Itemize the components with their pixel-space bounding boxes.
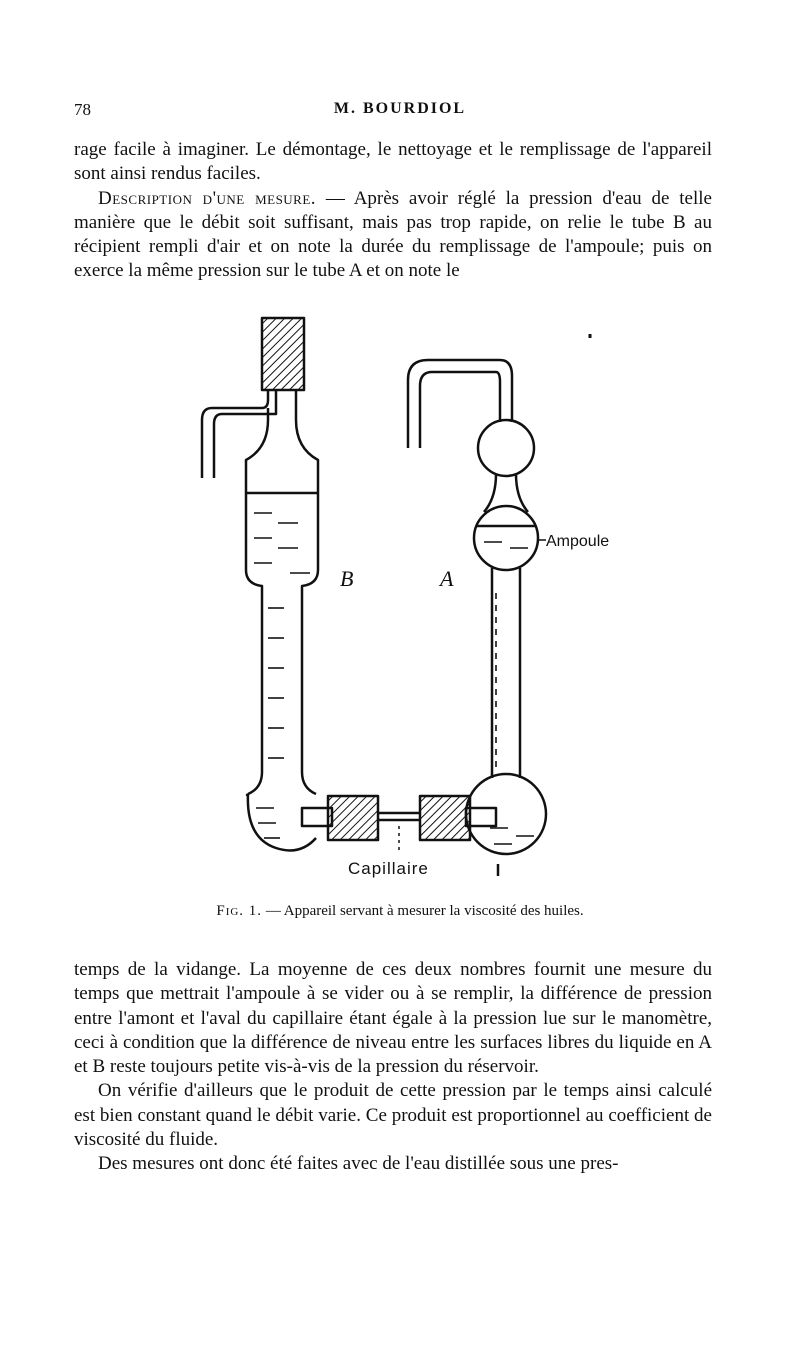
stopper-right [420,796,470,840]
ampoule-bulb [474,506,538,570]
upper-bulb-a [478,420,534,476]
figure-number: Fig. 1. [216,903,263,919]
paragraph: rage facile à imaginer. Le démontage, le nettoyage et le remplissage de l'appareil sont ainsi rendus faciles. [74,139,712,185]
neck-a-left [484,474,496,512]
stopper-b [262,318,304,390]
label-a: A [440,566,454,591]
page-number: 78 [74,100,91,119]
label-capillaire: Capillaire [348,859,429,878]
neck-a-right [516,474,528,512]
running-head: M. BOURDIOL [333,100,467,117]
side-tube-b-outer [202,390,268,478]
bottom-bulb-a [466,774,546,854]
paragraph [74,187,712,284]
caption-text: — Appareil servant à mesurer la viscosité des huiles. [262,903,584,919]
apparatus-drawing [150,308,670,888]
label-ampoule: Ampoule [546,533,610,550]
top-text [74,138,712,284]
section-heading: Description d'une mesure. [98,187,317,209]
label-b: B [340,566,354,591]
body-b-left [246,408,268,794]
body-b-right [296,390,318,794]
figure-apparatus [150,308,670,888]
figure-caption [0,903,800,920]
paragraph: Des mesures ont donc été faites avec de l'eau distillée sous une pres- [98,1153,619,1175]
paragraph: On vérifie d'ailleurs que le produit de cette pression par le temps ainsi calculé est bien constant quand le débit varie. Ce produit est proportionnel au coefficient de viscosité du fluide. [74,1080,712,1151]
bottom-text [74,958,712,1177]
hook-tube-a-inner [420,372,500,448]
paragraph-body: — Après avoir réglé la pression d'eau de telle manière que le débit soit suffisant, mais pas trop rapide, on relie le tube B au récipient rempli d'air et on note la durée du remplissage de l'ampoule; puis on exerce la même pression sur le tube A et on note le [74,187,712,282]
stopper-left [328,796,378,840]
paragraph: temps de la vidange. La moyenne de ces deux nombres fournit une mesure du temps que mettrait l'ampoule à se vider ou à se remplir, la différence de pression entre l'amont et l'aval du capillaire étant égale à la pression lue sur le manomètre, ceci à condition que la différence de niveau entre les surfaces libres du liquide en A et B reste toujours petite vis-à-vis de la pression du réservoir. [74,959,712,1078]
